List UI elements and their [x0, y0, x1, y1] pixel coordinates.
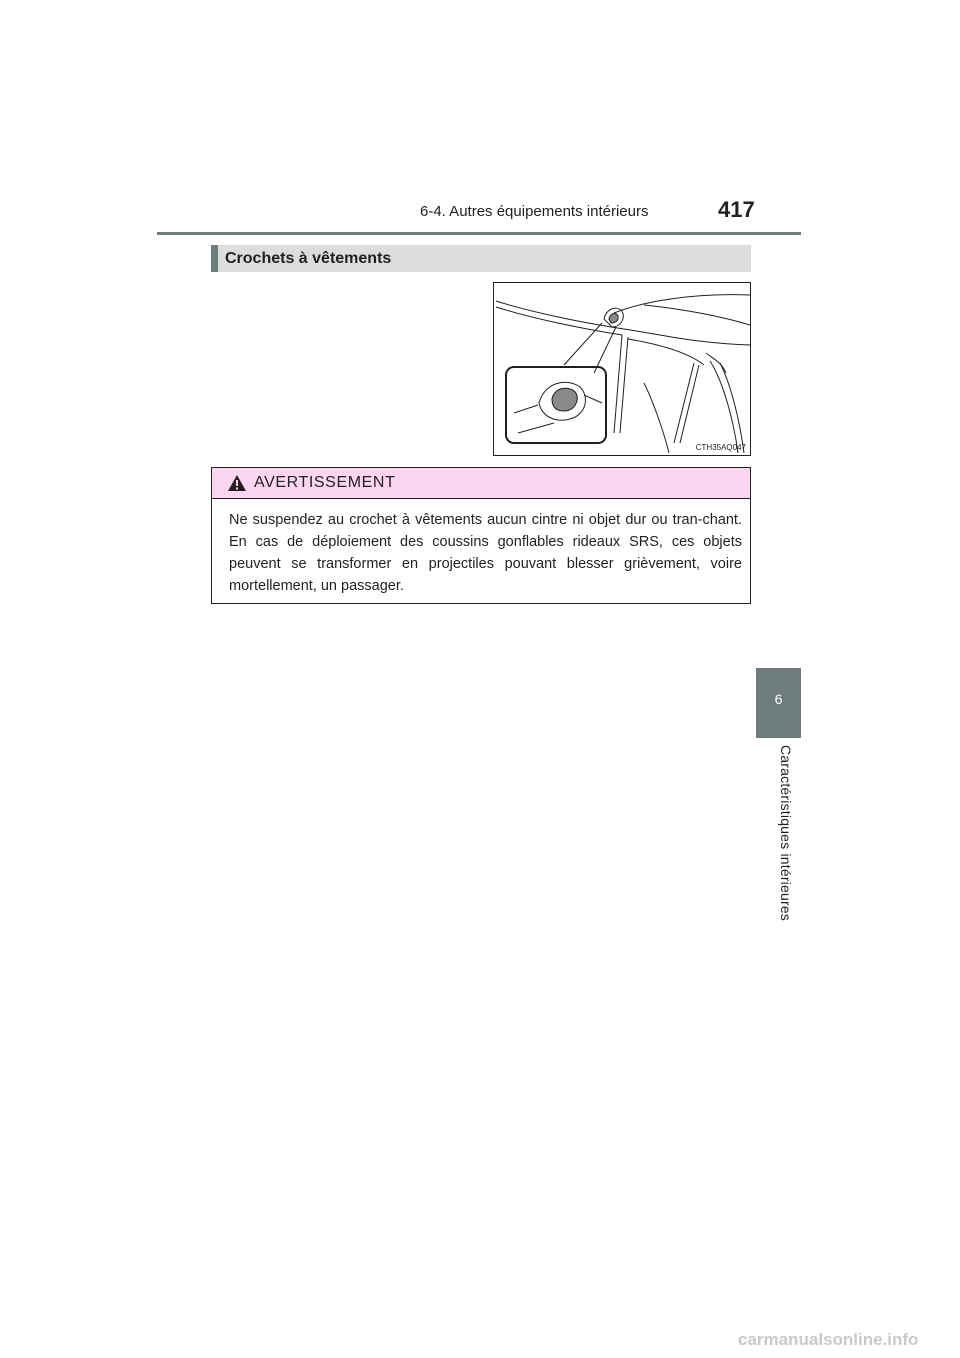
warning-triangle-icon [227, 474, 247, 492]
header-divider [157, 232, 801, 235]
warning-header [212, 468, 750, 499]
warning-text: Ne suspendez au crochet à vêtements aucun cintre ni objet dur ou tran-chant. En cas de déploiement des coussins gonflables rideaux SRS, ces objets peuvent se transformer en projectiles pouvant blesser grièvement, voire mortellement, un passager. [229, 512, 742, 594]
header-section-path: 6-4. Autres équipements intérieurs [420, 203, 649, 220]
watermark: carmanualsonline.info [738, 1330, 919, 1349]
chapter-label: Caractéristiques intérieures [778, 745, 794, 922]
warning-title: AVERTISSEMENT [254, 474, 396, 491]
coat-hook-drawing [494, 283, 750, 455]
chapter-number: 6 [774, 691, 783, 707]
warning-box [211, 467, 751, 604]
page-number: 417 [718, 197, 755, 222]
section-header [211, 245, 751, 272]
chapter-tab [756, 668, 801, 738]
section-title: Crochets à vêtements [225, 250, 392, 267]
figure-code: CTH35AQ047 [695, 443, 746, 452]
section-header-bar [211, 245, 218, 272]
coat-hook-illustration [493, 282, 751, 456]
